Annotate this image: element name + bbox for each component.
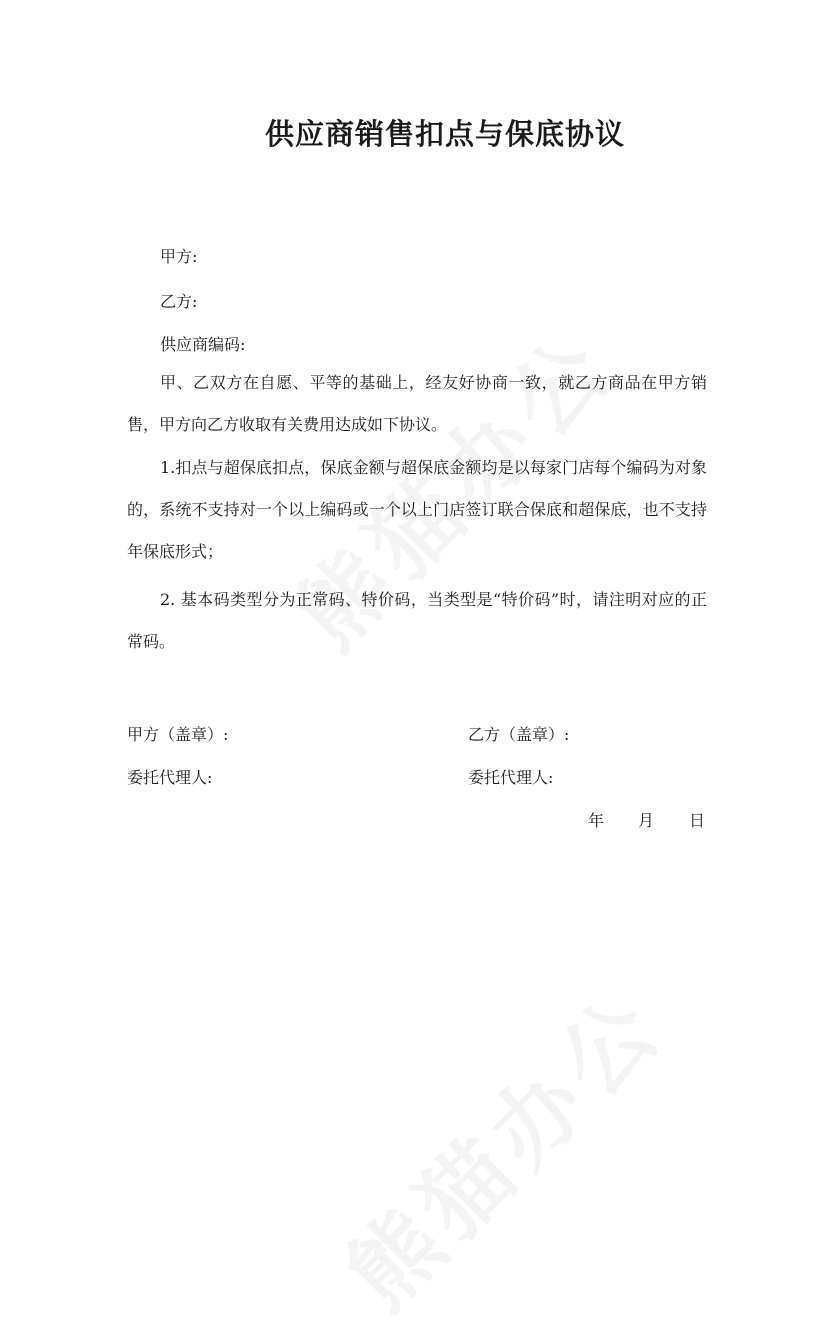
document-title: 供应商销售扣点与保底协议 (264, 117, 625, 151)
party-a-seal-label: 甲方（盖章）: (127, 725, 229, 744)
date-day-label: 日 (689, 811, 706, 830)
party-b-label: 乙方: (160, 292, 198, 311)
party-a-label: 甲方: (160, 247, 198, 266)
party-b-seal-label: 乙方（盖章）: (468, 725, 570, 744)
paragraph-intro: 甲、乙双方在自愿、平等的基础上，经友好协商一致，就乙方商品在甲方销售，甲方向乙方收取有关费用达成如下协议。 (127, 373, 707, 434)
party-b-agent-label: 委托代理人: (468, 768, 554, 787)
paragraph-clause-2: 2. 基本码类型分为正常码、特价码，当类型是“特价码”时，请注明对应的正常码。 (127, 590, 707, 651)
paragraph-clause-1: 1.扣点与超保底扣点，保底金额与超保底金额均是以每家门店每个编码为对象的，系统不支持对一个以上编码或一个以上门店签订联合保底和超保底，也不支持年保底形式； (127, 458, 707, 561)
watermark (313, 958, 688, 1332)
date-month-label: 月 (638, 811, 655, 830)
supplier-code-label: 供应商编码: (160, 335, 246, 354)
date-year-label: 年 (588, 811, 605, 830)
party-a-agent-label: 委托代理人: (127, 768, 213, 787)
